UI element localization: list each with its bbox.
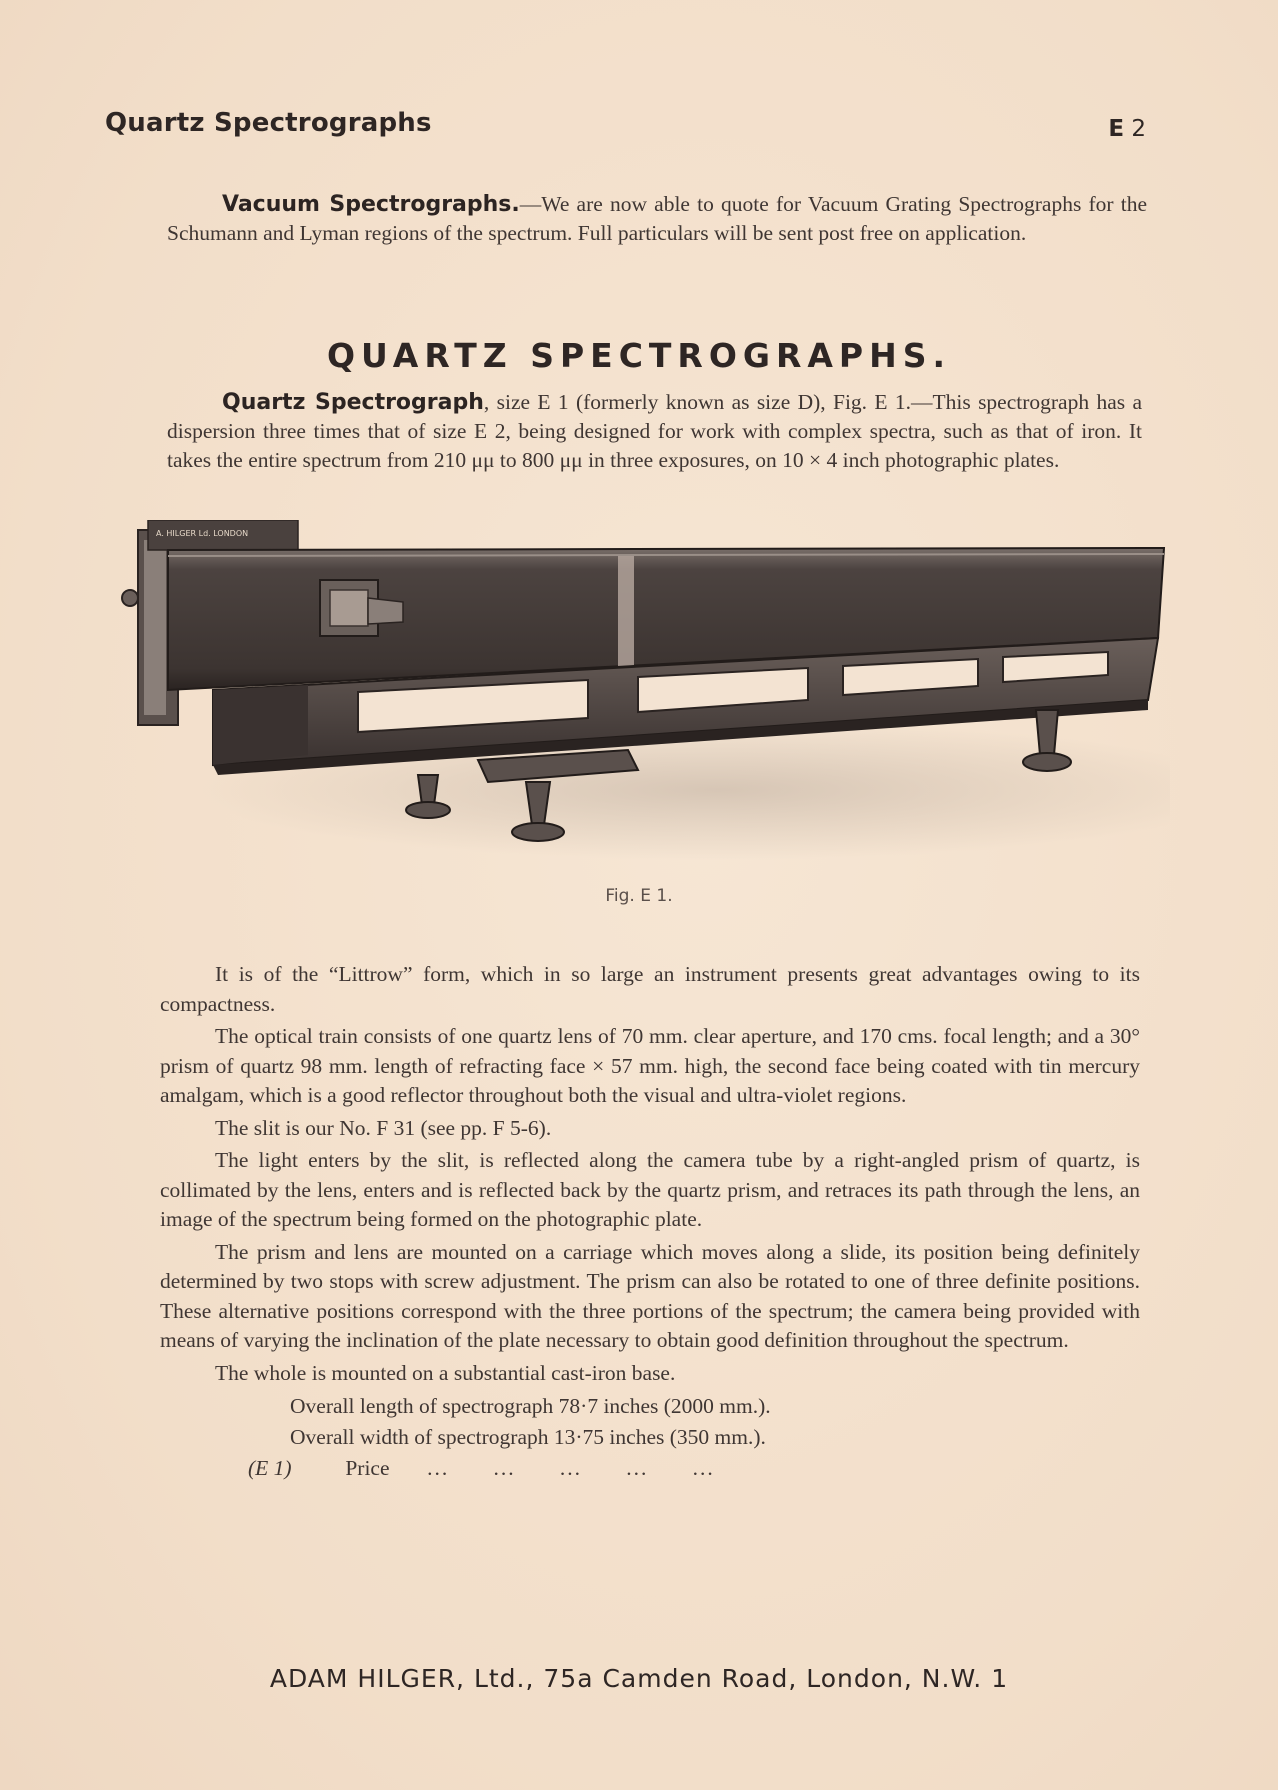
nameplate-text: A. HILGER Ld. LONDON	[156, 529, 249, 538]
vacuum-paragraph	[167, 190, 1147, 248]
body-text	[160, 960, 1140, 1484]
catalogue-code: (E 1)	[248, 1456, 292, 1480]
spec-width: Overall width of spectrograph 13·75 inches (350 mm.).	[290, 1425, 766, 1449]
paragraph-optical-train: The optical train consists of one quartz lens of 70 mm. clear aperture, and 170 cms. focal length; and a 30° prism of quartz 98 mm. length of refracting face × 57 mm. high, the second face being coated with tin mercury amalgam, which is a good reflector throughout both the visual and ultra-violet regions.	[160, 1024, 1140, 1107]
figure-caption: Fig. E 1.	[605, 886, 673, 906]
slit-knob	[122, 590, 138, 606]
running-head-title: Quartz Spectrographs	[105, 108, 432, 138]
paragraph-light-path: The light enters by the slit, is reflected along the camera tube by a right-angled prism of quartz, is collimated by the lens, enters and is reflected back by the quartz prism, and retraces its path through the lens, an image of the spectrum being formed on the photographic plate.	[160, 1148, 1140, 1231]
paragraph-littrow: It is of the “Littrow” form, which in so large an instrument presents great advantages owing to its compactness.	[160, 962, 1140, 1016]
publisher-footer: ADAM HILGER, Ltd., 75a Camden Road, London, N.W. 1	[269, 1664, 1009, 1693]
section-title: QUARTZ SPECTROGRAPHS.	[326, 336, 952, 375]
price-line	[160, 1453, 1140, 1484]
paragraph-slit: The slit is our No. F 31 (see pp. F 5-6).	[215, 1115, 552, 1140]
intro-lead: Quartz Spectrograph	[222, 390, 484, 415]
price-dots: ... ... ... ... ...	[427, 1456, 715, 1480]
paragraph-base: The whole is mounted on a substantial cast-iron base.	[215, 1360, 676, 1385]
intro-text: , size E 1 (formerly known as size D), Fig. E 1.—This spectrograph has a dispersion three times that of size E 2, being designed for work with complex spectra, such as that of iron. It takes the entire spectrum from 210 μμ to 800 μμ in three exposures, on 10 × 4 inch photographic plates.	[167, 390, 1142, 472]
vacuum-text: —We are now able to quote for Vacuum Grating Spectrographs for the Schumann and Lyman regions of the spectrum. Full particulars will be sent post free on application.	[167, 192, 1147, 245]
spec-length: Overall length of spectrograph 78·7 inches (2000 mm.).	[290, 1394, 771, 1418]
intro-paragraph	[167, 388, 1142, 475]
spectrograph-illustration	[118, 520, 1170, 880]
vacuum-lead: Vacuum Spectrographs.	[222, 192, 520, 217]
section-letter: E	[1108, 116, 1125, 142]
page-number	[1108, 116, 1146, 142]
page-number-value: 2	[1131, 116, 1146, 142]
paragraph-carriage: The prism and lens are mounted on a carriage which moves along a slide, its position being definitely determined by two stops with screw adjustment. The prism can also be rotated to one of three definite positions. These alternative positions correspond with the three portions of the spectrum; the camera being provided with means of varying the inclination of the plate necessary to obtain good definition throughout the spectrum.	[160, 1239, 1140, 1352]
price-label: Price	[345, 1456, 390, 1480]
